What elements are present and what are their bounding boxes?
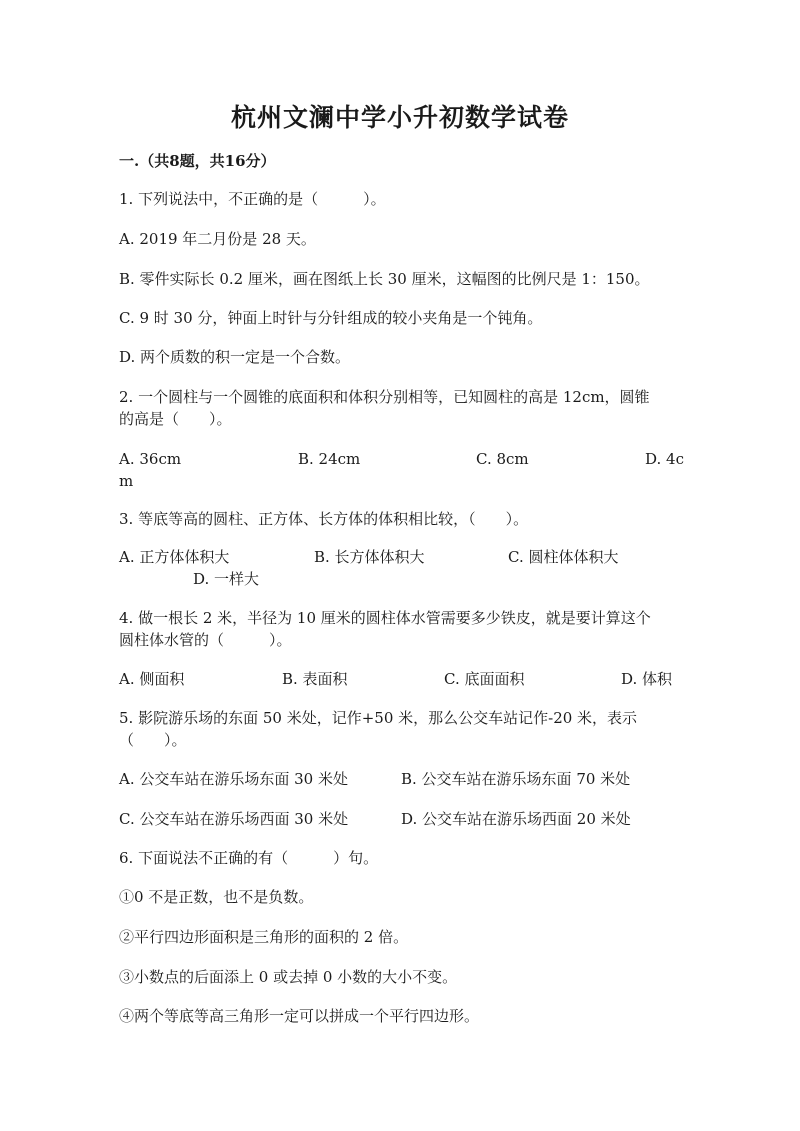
- q4-option-c: C. 底面面积: [444, 670, 525, 688]
- q2-option-b: B. 24cm: [298, 450, 361, 468]
- q4-stem-line1: 4. 做一根长 2 米，半径为 10 厘米的圆柱体水管需要多少铁皮，就是要计算这个: [119, 609, 651, 627]
- q5-stem-line1: 5. 影院游乐场的东面 50 米处，记作+50 米，那么公交车站记作-20 米，表示: [119, 709, 638, 727]
- q1-option-c: C. 9 时 30 分，钟面上时针与分针组成的较小夹角是一个钝角。: [119, 309, 543, 327]
- page-title: 杭州文澜中学小升初数学试卷: [230, 103, 569, 132]
- q2-option-c: C. 8cm: [476, 450, 529, 468]
- q2-option-d-wrap: m: [119, 472, 134, 490]
- q1-option-b: B. 零件实际长 0.2 厘米，画在图纸上长 30 厘米，这幅图的比例尺是 1：150。: [119, 270, 650, 288]
- q3-option-d: D. 一样大: [193, 570, 260, 588]
- q2-option-d: D. 4c: [645, 450, 684, 468]
- q4-stem-line2: 圆柱体水管的（ ）。: [119, 631, 292, 649]
- q1-stem: 1. 下列说法中，不正确的是（ ）。: [119, 190, 386, 208]
- q6-item-4: ④两个等底等高三角形一定可以拼成一个平行四边形。: [119, 1007, 480, 1025]
- q4-option-b: B. 表面积: [282, 670, 348, 688]
- q4-option-a: A. 侧面积: [119, 670, 185, 688]
- q2-option-a: A. 36cm: [119, 450, 182, 468]
- q6-stem: 6. 下面说法不正确的有（ ）句。: [119, 849, 379, 867]
- q6-item-1: ①0 不是正数，也不是负数。: [119, 888, 314, 906]
- q2-stem-line2: 的高是（ ）。: [119, 410, 232, 428]
- q5-option-b: B. 公交车站在游乐场东面 70 米处: [401, 770, 631, 788]
- q5-option-d: D. 公交车站在游乐场西面 20 米处: [401, 810, 631, 828]
- q4-option-d: D. 体积: [621, 670, 673, 688]
- q3-stem: 3. 等底等高的圆柱、正方体、长方体的体积相比较，（ ）。: [119, 510, 529, 528]
- q1-option-d: D. 两个质数的积一定是一个合数。: [119, 348, 351, 366]
- q6-item-3: ③小数点的后面添上 0 或去掉 0 小数的大小不变。: [119, 968, 458, 986]
- q2-stem-line1: 2. 一个圆柱与一个圆锥的底面积和体积分别相等，已知圆柱的高是 12cm，圆锥: [119, 388, 650, 406]
- q1-option-a: A. 2019 年二月份是 28 天。: [119, 230, 316, 248]
- q5-stem-line2: （ ）。: [119, 731, 187, 749]
- q5-option-c: C. 公交车站在游乐场西面 30 米处: [119, 810, 349, 828]
- section-heading: 一.（共8题，共16分）: [119, 152, 276, 170]
- q5-option-a: A. 公交车站在游乐场东面 30 米处: [119, 770, 348, 788]
- q3-option-b: B. 长方体体积大: [314, 548, 425, 566]
- q6-item-2: ②平行四边形面积是三角形的面积的 2 倍。: [119, 928, 409, 946]
- q3-option-a: A. 正方体体积大: [119, 548, 230, 566]
- q3-option-c: C. 圆柱体体积大: [508, 548, 619, 566]
